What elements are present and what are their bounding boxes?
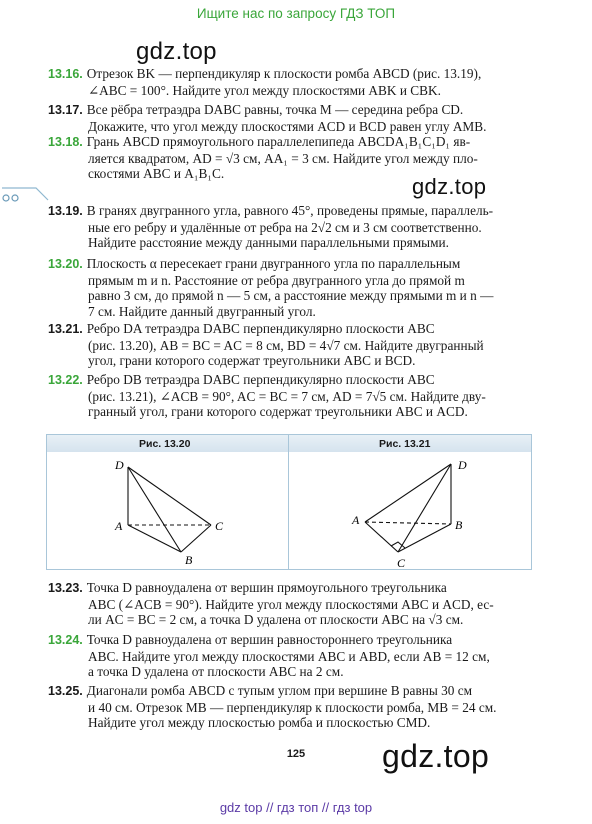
- figure-caption-13-20: Рис. 13.20: [139, 438, 191, 450]
- figure-header: [47, 435, 531, 452]
- vertex-label-B: B: [455, 518, 463, 532]
- problem-13-23: [48, 580, 530, 628]
- problem-line: Точка D равноудалена от вершин прямоугольного треугольника: [86, 580, 447, 595]
- problem-13-21: [48, 321, 530, 369]
- problem-line: ABC. Найдите угол между плоскостями ABC и ABD, если AB = 12 см,: [88, 648, 490, 664]
- page-number: 125: [286, 748, 306, 760]
- problem-number: 13.23.: [48, 581, 83, 595]
- problem-line: Найдите расстояние между данными параллельными прямыми.: [88, 235, 449, 251]
- problem-line: а точка D удалена от плоскости ABC на 2 см.: [88, 664, 344, 680]
- problem-13-19: [48, 203, 530, 251]
- vertex-label-D: D: [115, 458, 124, 472]
- tetrahedron-figure-13-20: [128, 467, 211, 552]
- problem-line: Докажите, что угол между плоскостями ACD и BCD равен углу AMB.: [88, 118, 487, 134]
- watermark: gdz.top: [412, 174, 487, 199]
- vertex-label-C: C: [397, 556, 406, 569]
- problem-line: равно 3 см, до прямой n — 5 см, а расстояние между прямыми m и n —: [88, 288, 494, 304]
- problem-number: 13.19.: [48, 204, 83, 218]
- vertex-label-D: D: [458, 458, 467, 472]
- problem-number: 13.25.: [48, 684, 83, 698]
- problem-line: ли AC = BC = 2 см, а точка D удалена от плоскости ABC на √3 см.: [88, 612, 464, 628]
- problem-line: В гранях двугранного угла, равного 45°, проведены прямые, параллель-: [86, 203, 494, 218]
- problem-line: угол, грани которого содержат треугольники ABC и BCD.: [88, 353, 416, 369]
- figure-box: [46, 434, 532, 570]
- problem-13-18: [48, 134, 530, 182]
- edge-DC: [128, 467, 211, 525]
- problem-number: 13.17.: [48, 103, 83, 117]
- problem-number: 13.20.: [48, 257, 83, 271]
- problem-13-20: [48, 256, 530, 319]
- problem-line: Ребро DA тетраэдра DABC перпендикулярно плоскости ABC: [86, 321, 435, 336]
- problem-line: ные его ребру и удалённые от ребра на 2√2 см и 3 см соответственно.: [88, 219, 482, 235]
- top-banner[interactable]: Ищите нас по запросу ГДЗ ТОП: [196, 6, 396, 21]
- problem-line: Ребро DB тетраэдра DABC перпендикулярно плоскости ABC: [86, 372, 435, 387]
- problem-line: Отрезок BK — перпендикуляр к плоскости ромба ABCD (рис. 13.19),: [86, 66, 482, 81]
- problem-line: Точка D равноудалена от вершин равностороннего треугольника: [86, 632, 453, 647]
- edge-AB-hidden: [365, 522, 451, 524]
- problem-line: гранный угол, грани которого содержат треугольники ABC и ACD.: [88, 404, 468, 420]
- figure-drawings: [47, 452, 531, 569]
- problem-number: 13.24.: [48, 633, 83, 647]
- problem-number: 13.22.: [48, 373, 83, 387]
- figure-caption-13-21: Рис. 13.21: [379, 438, 431, 450]
- edge-AC: [365, 522, 398, 552]
- bottom-banner[interactable]: gdz top // гдз топ // гдз top: [219, 800, 373, 815]
- problem-number: 13.21.: [48, 322, 83, 336]
- problem-line: Найдите угол между плоскостью ромба и плоскостью CMD.: [88, 715, 431, 731]
- tetrahedron-figure-13-21: [365, 464, 451, 552]
- problem-line: Плоскость α пересекает грани двугранного угла по параллельным: [86, 256, 461, 271]
- problem-number: 13.16.: [48, 67, 83, 81]
- problem-number: 13.18.: [48, 135, 83, 149]
- edge-CB: [181, 525, 211, 552]
- vertex-label-A: A: [115, 519, 123, 533]
- problem-line: (рис. 13.20), AB = BC = AC = 8 см, BD = 4√7 см. Найдите двугранный: [88, 337, 484, 353]
- problem-line: ∠ABC = 100°. Найдите угол между плоскостями ABK и CBK.: [88, 82, 441, 98]
- problem-line: ляется квадратом, AD = √3 см, AA₁ = 3 см. Найдите угол между пло-: [88, 150, 478, 166]
- vertex-label-A: A: [352, 513, 360, 527]
- problem-13-25: [48, 683, 530, 731]
- problem-line: и 40 см. Отрезок MB — перпендикуляр к плоскости ромба, MB = 24 см.: [88, 699, 497, 715]
- vertex-label-C: C: [215, 519, 224, 533]
- problem-line: Диагонали ромба ABCD с тупым углом при вершине B равны 30 см: [86, 683, 473, 698]
- problem-13-17: [48, 102, 530, 134]
- problem-13-24: [48, 632, 530, 680]
- edge-DB: [128, 467, 181, 552]
- edge-DA: [365, 464, 451, 522]
- vertex-label-B: B: [185, 553, 193, 567]
- problem-line: (рис. 13.21), ∠ACB = 90°, AC = BC = 7 см, AD = 7√5 см. Найдите дву-: [88, 388, 486, 404]
- edge-DC: [398, 464, 451, 552]
- problem-line: ABC (∠ACB = 90°). Найдите угол между плоскостями ABC и ACD, ес-: [88, 596, 494, 612]
- problem-line: Грань ABCD прямоугольного параллелепипеда ABCDA₁B₁C₁D₁ яв-: [86, 134, 471, 149]
- problem-13-16: [48, 66, 530, 98]
- problem-line: прямым m и n. Расстояние от ребра двугранного угла до прямой m: [88, 272, 465, 288]
- watermark: gdz.top: [382, 738, 490, 774]
- problem-line: Все рёбра тетраэдра DABC равны, точка M — середина ребра CD.: [86, 102, 464, 117]
- problem-13-22: [48, 372, 530, 420]
- watermark: gdz.top: [136, 38, 217, 65]
- problem-line: скостями ABC и A₁B₁C.: [88, 166, 225, 182]
- problem-line: 7 см. Найдите данный двугранный угол.: [88, 303, 316, 319]
